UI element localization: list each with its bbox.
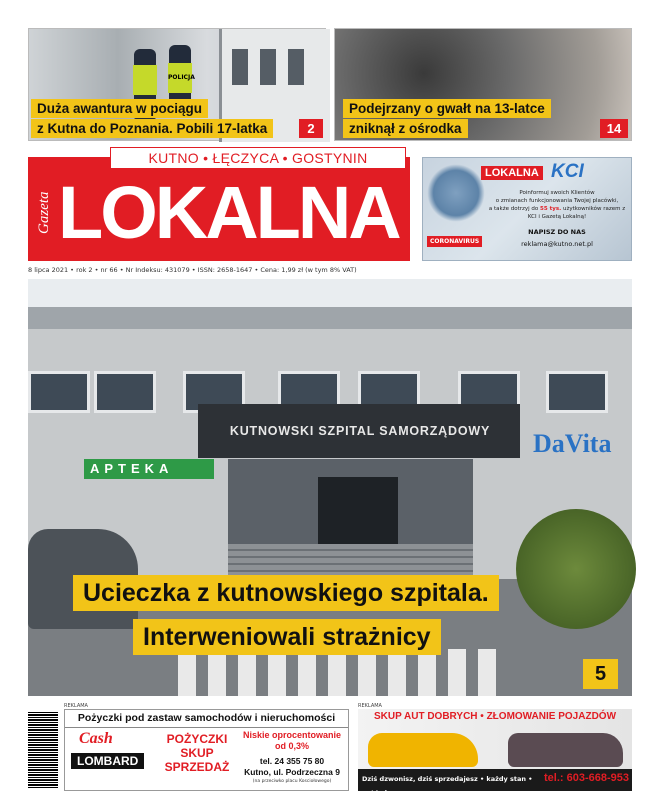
ad-body-text: użytkowników razem z	[562, 206, 626, 212]
barcode	[28, 712, 58, 788]
car-scrap-advertisement[interactable]	[358, 709, 632, 797]
hero-headline-line2: Interweniowali strażnicy	[133, 619, 441, 655]
teaser-train-fight[interactable]	[28, 28, 326, 141]
train-window	[232, 49, 248, 85]
pawnshop-advertisement[interactable]	[64, 709, 349, 791]
page-number-badge: 14	[600, 119, 628, 138]
dateline: 8 lipca 2021 • rok 2 • nr 66 • Nr Indeksu: 431079 • ISSN: 2658-1647 • Cena: 1,99 zł (w tym 8% VAT)	[28, 266, 357, 274]
ad-headline: SKUP AUT DOBRYCH • ZŁOMOWANIE POJAZDÓW	[373, 711, 617, 722]
window	[94, 371, 156, 413]
ad-headline: Pożyczki pod zastaw samochodów i nieruchomości	[77, 712, 336, 724]
apteka-sign: APTEKA	[84, 459, 214, 479]
building-roofline	[28, 307, 632, 329]
hospital-sign: KUTNOWSKI SZPITAL SAMORZĄDOWY	[229, 424, 491, 438]
train-window	[260, 49, 276, 85]
cash-logo: Cash	[79, 730, 113, 747]
teaser-missing-suspect[interactable]	[334, 28, 632, 141]
page-number-badge: 5	[583, 659, 618, 689]
offer: SKUP	[180, 746, 214, 760]
ad-body-text: a także dotrzyj do	[488, 206, 539, 212]
top-advertisement[interactable]	[422, 157, 632, 261]
page-number-badge: 2	[299, 119, 323, 138]
crosswalk	[178, 649, 508, 696]
hero-story[interactable]	[28, 279, 632, 696]
ad-body-highlight: 55 tys.	[540, 206, 562, 212]
ad-address-note: (na przeciwko placu Kosciołowego)	[252, 779, 332, 784]
ad-brand-lokalna: LOKALNA	[481, 166, 543, 180]
masthead-title: LOKALNA	[58, 171, 399, 254]
ad-label: REKLAMA	[64, 703, 88, 709]
ad-label: REKLAMA	[358, 703, 382, 709]
ad-body-line: Poinformuj swoich Klientów	[519, 190, 595, 196]
ad-brand-kci: KCI	[551, 161, 584, 182]
ad-address: Kutno, ul. Podrzeczna 9	[244, 767, 340, 777]
lombard-logo: LOMBARD	[71, 753, 144, 769]
ad-rate	[237, 730, 347, 752]
rate-line: Niskie oprocentowanie	[242, 730, 342, 740]
ad-body	[483, 189, 631, 221]
police-vest	[133, 65, 157, 95]
ad-tagline: Dziś dzwonisz, dziś sprzedajesz • każdy stan • gotówka	[362, 775, 533, 797]
ad-body-line: KCI i Gazetą Lokalną!	[527, 214, 587, 220]
ad-body-line: o zmianach funkcjonowania Twojej placówki,	[495, 198, 619, 204]
ad-phone: tel. 24 355 75 80	[259, 756, 325, 766]
tree	[516, 509, 636, 629]
teaser-headline-line2: z Kutna do Poznania. Pobili 17-latka	[31, 119, 273, 138]
virus-graphic	[427, 164, 485, 222]
window	[28, 371, 90, 413]
rate-line: od 0,3%	[274, 741, 309, 751]
masthead-regions: KUTNO • ŁĘCZYCA • GOSTYNIN	[110, 147, 406, 169]
wrecked-car	[508, 733, 623, 767]
yellow-car	[368, 733, 478, 767]
train-window	[288, 49, 304, 85]
teaser-headline-line2: zniknął z ośrodka	[343, 119, 468, 138]
ad-body-line	[483, 205, 631, 213]
ad-phone[interactable]: tel.: 603-668-953	[544, 772, 629, 784]
window	[546, 371, 608, 413]
ad-divider	[65, 727, 348, 728]
offer: POŻYCZKI	[166, 732, 228, 746]
davita-logo: DaVita	[533, 429, 612, 458]
ad-offers	[157, 732, 237, 774]
teaser-headline-line1: Podejrzany o gwałt na 13-latce	[343, 99, 551, 118]
offer: SPRZEDAŻ	[164, 760, 230, 774]
teaser-headline-line1: Duża awantura w pociągu	[31, 99, 208, 118]
ad-cta: NAPISZ DO NAS	[528, 228, 586, 236]
hero-headline-line1: Ucieczka z kutnowskiego szpitala.	[73, 575, 499, 611]
masthead-gazeta: Gazeta	[36, 191, 52, 235]
police-vest-label: POLICJA	[168, 63, 192, 93]
coronavirus-badge: CORONAVIRUS	[427, 236, 482, 247]
ad-email[interactable]: reklama@kutno.net.pl	[521, 240, 593, 248]
